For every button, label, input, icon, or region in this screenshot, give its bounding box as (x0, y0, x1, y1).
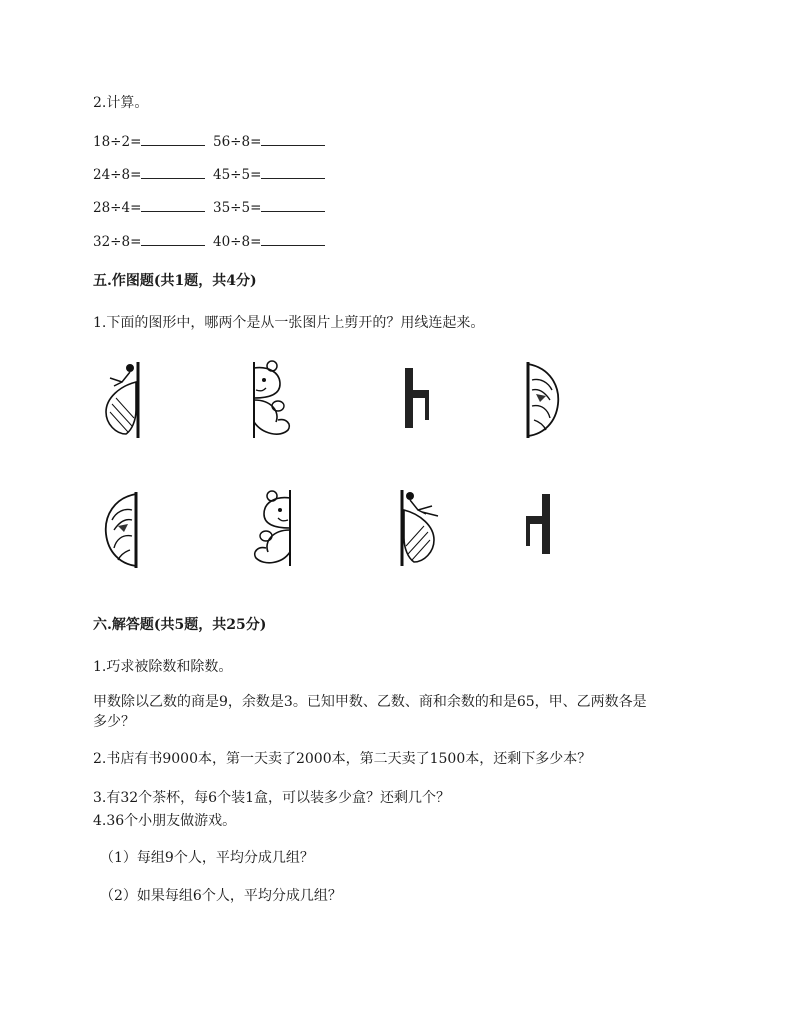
section6-question-1-title: 1.巧求被除数和除数。 (93, 659, 233, 675)
answer-blank[interactable] (261, 197, 325, 212)
section6-question-1-line1: 甲数除以乙数的商是9，余数是3。已知甲数、乙数、商和余数的和是65，甲、乙两数各是 (93, 694, 647, 710)
equation-left-2: 24÷8= (93, 164, 205, 184)
section-heading-6: 六.解答题(共5题，共25分) (93, 617, 267, 633)
bracket-left-half-figure[interactable] (524, 494, 554, 556)
teddy-bear-left-half-figure[interactable] (250, 488, 294, 568)
section6-question-3: 3.有32个茶杯，每6个装1盒，可以装多少盒？还剩几个？ (93, 790, 450, 806)
section6-question-4-part2: （2）如果每组6个人，平均分成几组？ (100, 888, 342, 904)
equation-left-1: 18÷2= (93, 131, 205, 151)
q2-title: 2.计算。 (93, 95, 149, 111)
bracket-right-half-figure[interactable] (403, 368, 433, 430)
equation-right-2: 45÷5= (213, 164, 325, 184)
section6-question-1-line2: 多少？ (93, 714, 135, 730)
mask-right-half-figure[interactable] (524, 360, 564, 440)
answer-blank[interactable] (141, 164, 205, 179)
butterfly-right-half-figure[interactable] (398, 488, 442, 568)
answer-blank[interactable] (141, 131, 205, 146)
section6-question-4: 4.36个小朋友做游戏。 (93, 813, 237, 829)
section-heading-5: 五.作图题(共1题，共4分) (93, 273, 257, 289)
section5-question-1: 1.下面的图形中，哪两个是从一张图片上剪开的？用线连起来。 (93, 315, 485, 331)
butterfly-left-half-figure[interactable] (100, 360, 140, 440)
section6-question-4-part1: （1）每组9个人，平均分成几组？ (100, 850, 314, 866)
answer-blank[interactable] (261, 164, 325, 179)
answer-blank[interactable] (141, 231, 205, 246)
section6-question-2: 2.书店有书9000本，第一天卖了2000本，第二天卖了1500本，还剩下多少本？ (93, 751, 592, 767)
equation-left-3: 28÷4= (93, 197, 205, 217)
equation-right-4: 40÷8= (213, 231, 325, 251)
equation-left-4: 32÷8= (93, 231, 205, 251)
equation-right-3: 35÷5= (213, 197, 325, 217)
mask-left-half-figure[interactable] (100, 490, 140, 570)
answer-blank[interactable] (261, 231, 325, 246)
teddy-bear-right-half-figure[interactable] (250, 360, 294, 440)
answer-blank[interactable] (261, 131, 325, 146)
equation-right-1: 56÷8= (213, 131, 325, 151)
answer-blank[interactable] (141, 197, 205, 212)
